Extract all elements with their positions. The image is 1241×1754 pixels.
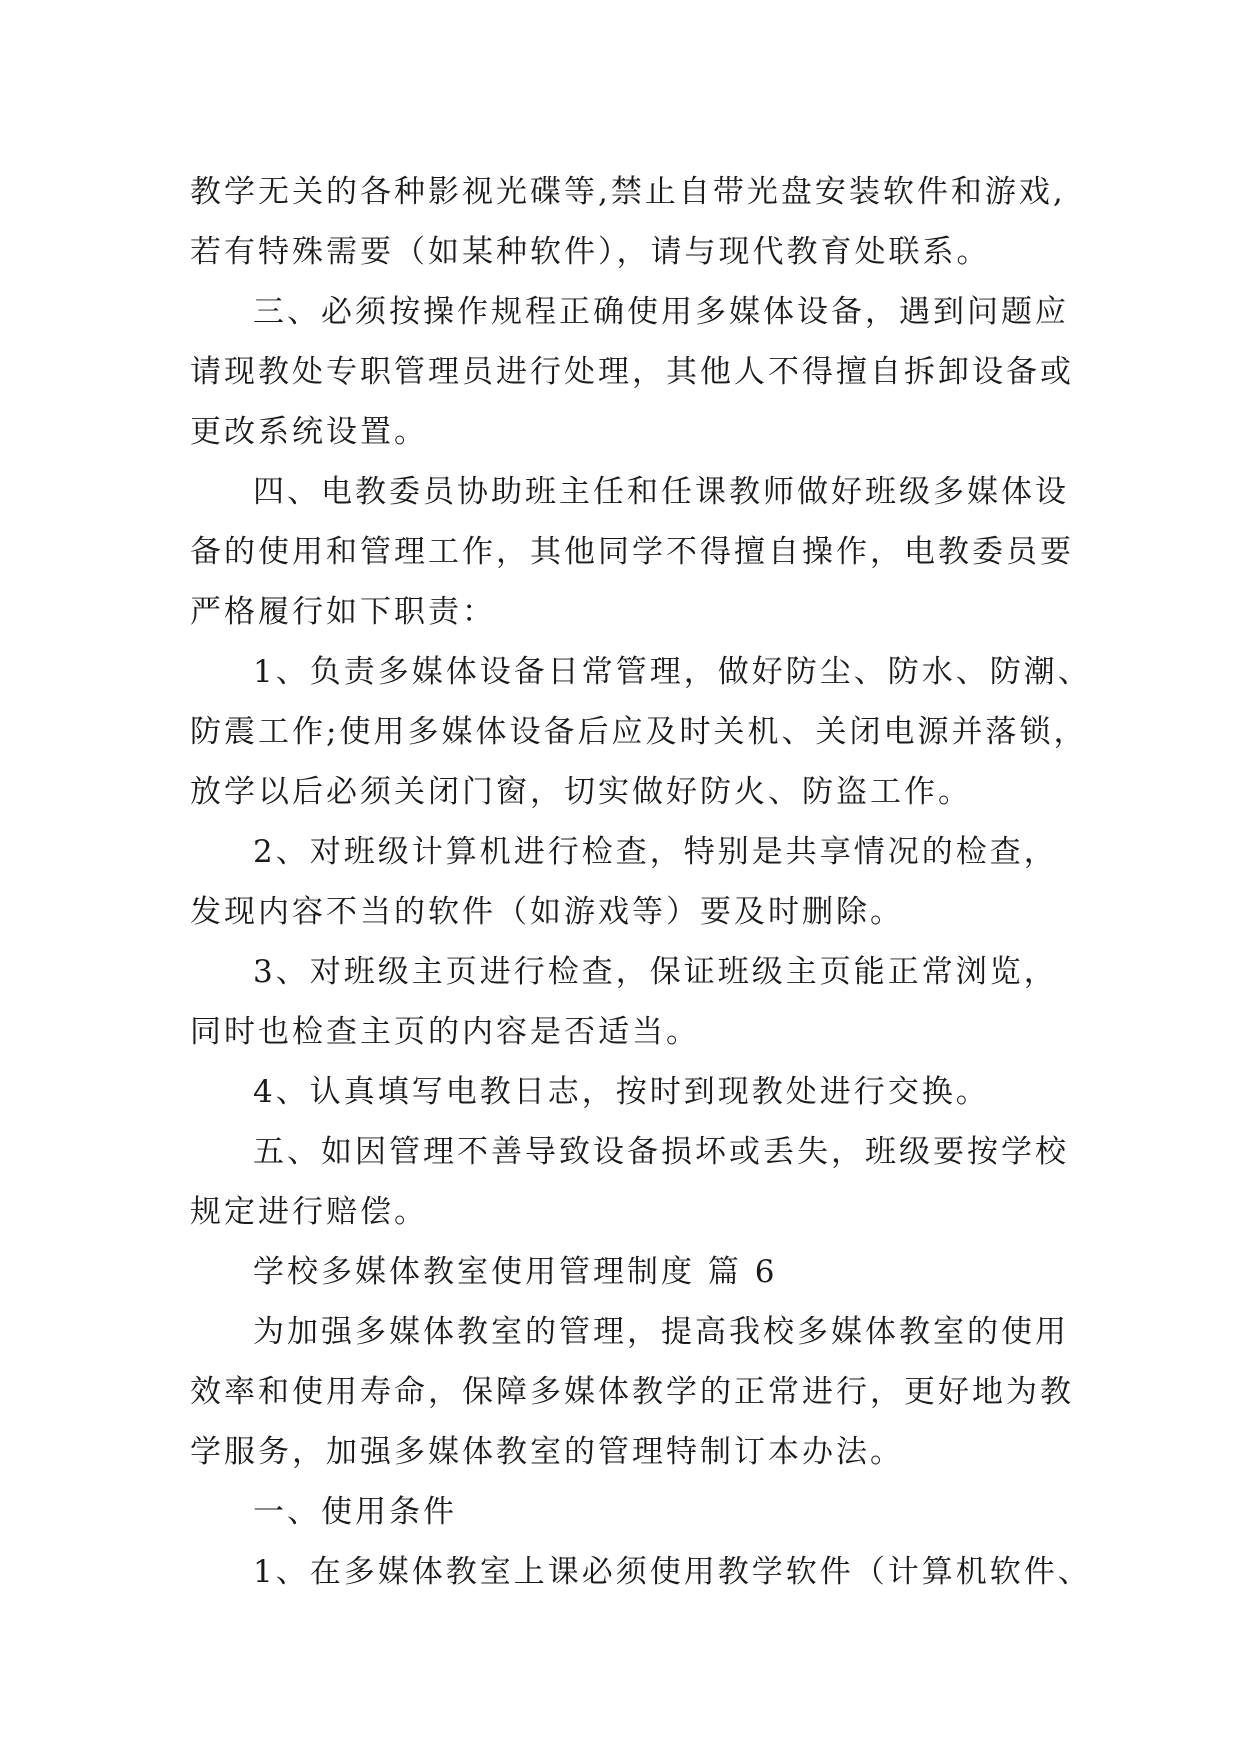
text-line: 五、如因管理不善导致设备损坏或丢失，班级要按学校 — [253, 1134, 1069, 1170]
text-line: 备的使用和管理工作，其他同学不得擅自操作，电教委员要 — [190, 534, 1074, 570]
text-line: 3、对班级主页进行检查，保证班级主页能正常浏览， — [253, 954, 1058, 990]
text-line: 若有特殊需要（如某种软件），请与现代教育处联系。 — [190, 234, 991, 270]
text-line: 1、负责多媒体设备日常管理，做好防尘、防水、防潮、 — [253, 654, 1092, 690]
text-line: 同时也检查主页的内容是否适当。 — [190, 1014, 700, 1050]
text-line: 三、必须按操作规程正确使用多媒体设备，遇到问题应 — [253, 294, 1069, 330]
text-line: 2、对班级计算机进行检查，特别是共享情况的检查， — [253, 834, 1058, 870]
text-line: 更改系统设置。 — [190, 414, 428, 450]
text-line: 1、在多媒体教室上课必须使用教学软件（计算机软件、 — [253, 1554, 1092, 1590]
text-line: 教学无关的各种影视光碟等,禁止自带光盘安装软件和游戏, — [190, 174, 1066, 210]
text-line: 为加强多媒体教室的管理，提高我校多媒体教室的使用 — [253, 1314, 1069, 1350]
text-line: 学服务，加强多媒体教室的管理特制订本办法。 — [190, 1434, 904, 1470]
text-line: 严格履行如下职责： — [190, 594, 496, 630]
text-line: 一、使用条件 — [253, 1494, 457, 1530]
text-line: 请现教处专职管理员进行处理，其他人不得擅自拆卸设备或 — [190, 354, 1074, 390]
text-line: 规定进行赔偿。 — [190, 1194, 428, 1230]
text-line: 放学以后必须关闭门窗，切实做好防火、防盗工作。 — [190, 774, 972, 810]
document-body — [190, 162, 1090, 1602]
text-line: 四、电教委员协助班主任和任课教师做好班级多媒体设 — [253, 474, 1069, 510]
text-line: 防震工作;使用多媒体设备后应及时关机、关闭电源并落锁， — [190, 714, 1088, 750]
text-line: 效率和使用寿命，保障多媒体教学的正常进行，更好地为教 — [190, 1374, 1074, 1410]
text-line: 发现内容不当的软件（如游戏等）要及时删除。 — [190, 894, 904, 930]
text-line: 学校多媒体教室使用管理制度 篇 6 — [253, 1254, 778, 1290]
text-line: 4、认真填写电教日志，按时到现教处进行交换。 — [253, 1074, 990, 1110]
